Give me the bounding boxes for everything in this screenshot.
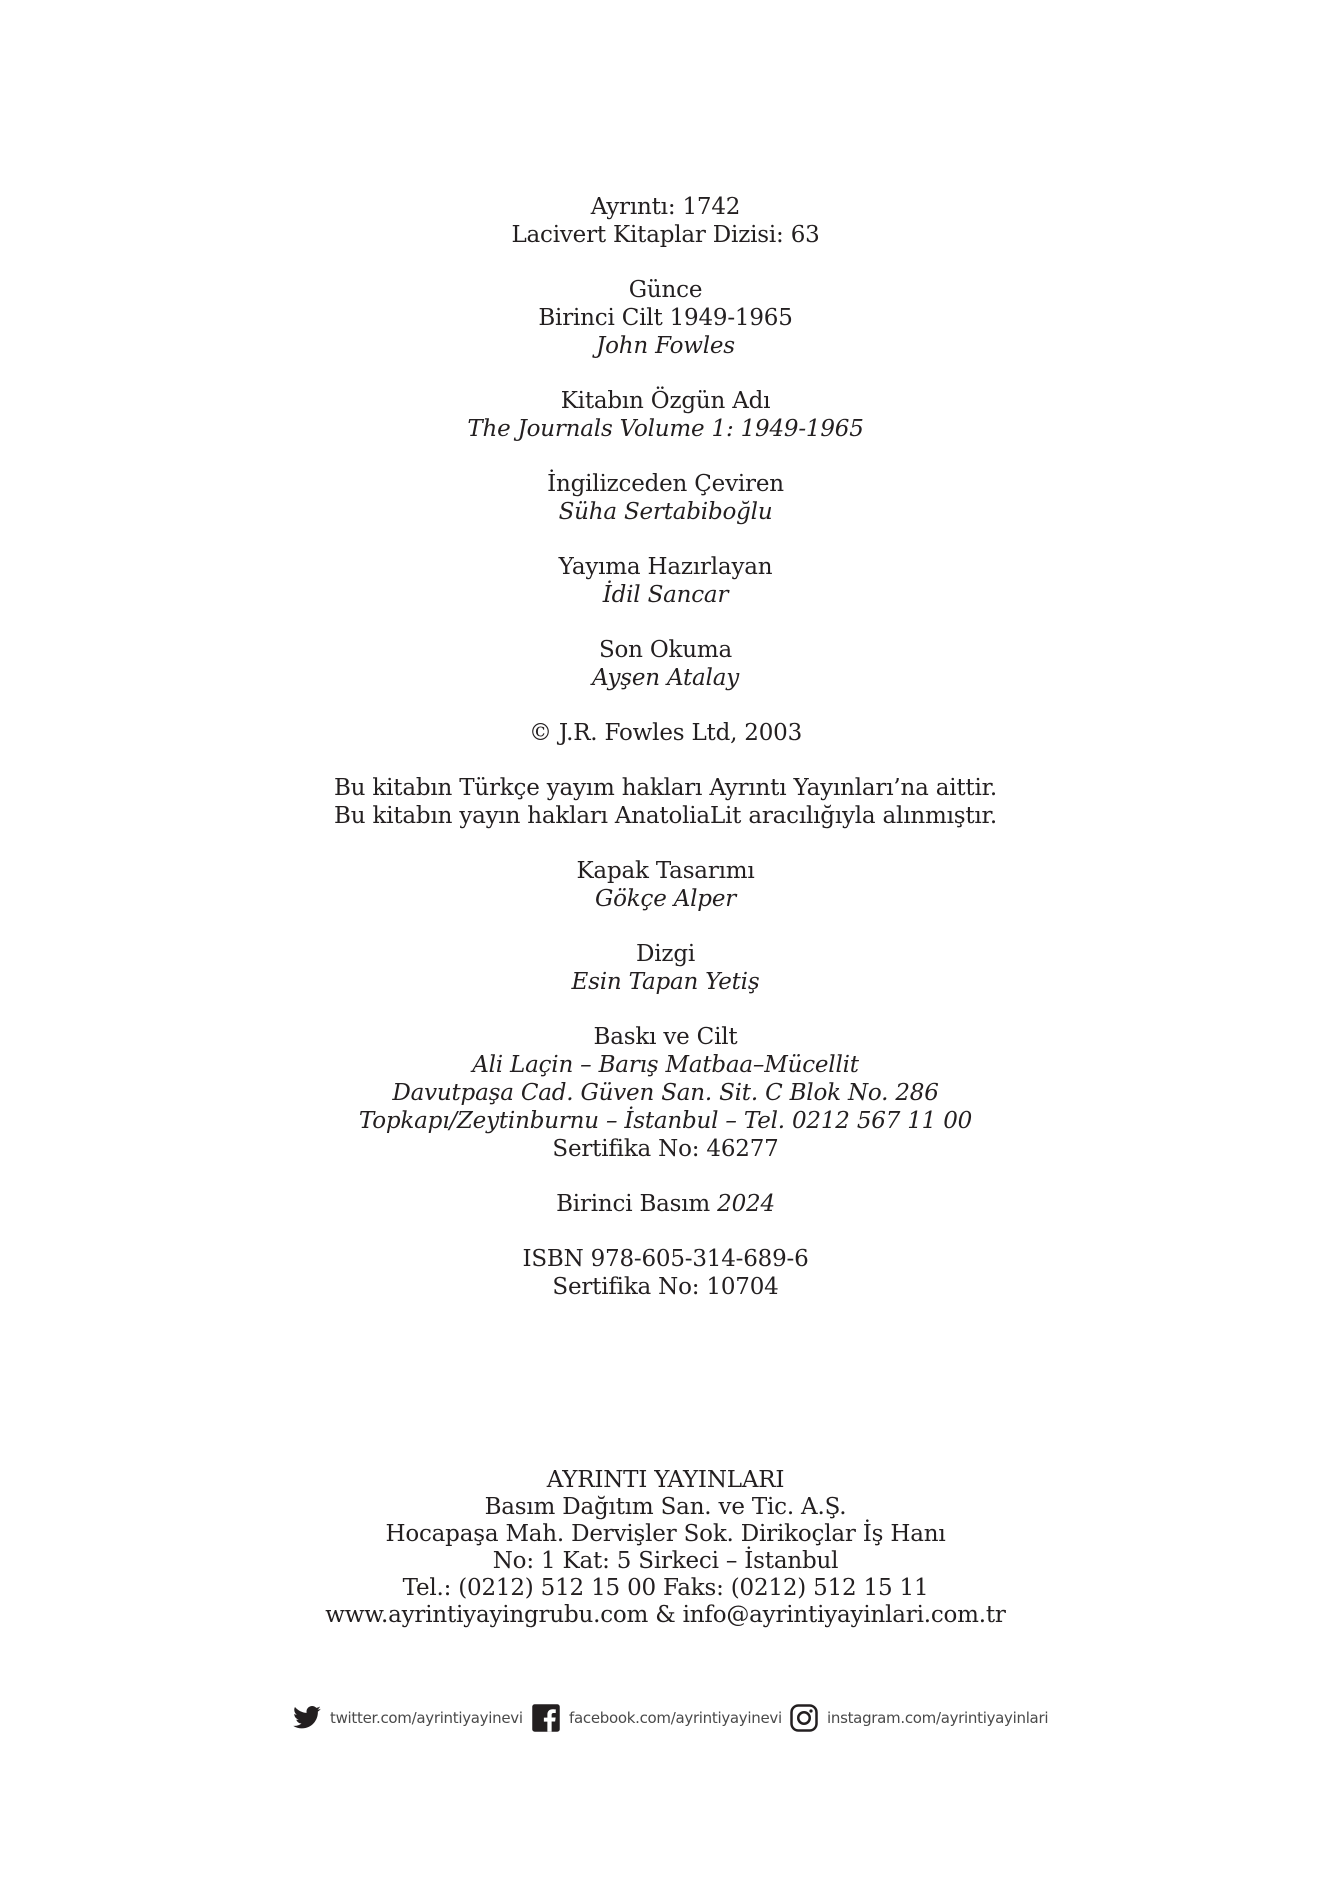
typesetting-block (0, 940, 1331, 996)
copyright-block (0, 719, 1331, 747)
printer-address-2: Topkapı/Zeytinburnu – İstanbul – Tel. 0212 567 11 00 (358, 1108, 973, 1134)
printing-block (0, 1023, 1331, 1163)
isbn: ISBN 978-605-314-689-6 (522, 1246, 809, 1272)
instagram-link[interactable] (789, 1698, 1048, 1738)
publisher-info (0, 1467, 1331, 1629)
copyright-notice: © J.R. Fowles Ltd, 2003 (528, 720, 803, 746)
cover-label: Kapak Tasarımı (576, 858, 755, 884)
edition-block (0, 1190, 1331, 1218)
original-title-block (0, 387, 1331, 443)
rights-line-2: Bu kitabın yayın hakları AnatoliaLit aracılığıyla alınmıştır. (334, 803, 997, 829)
publisher-address-1: Hocapaşa Mah. Dervişler Sok. Dirikoçlar İş Hanı (385, 1521, 946, 1547)
printer-address-1: Davutpaşa Cad. Güven San. Sit. C Blok No. 286 (392, 1080, 939, 1106)
original-title-label: Kitabın Özgün Adı (560, 388, 771, 414)
printer-name: Ali Laçin – Barış Matbaa–Mücellit (472, 1052, 859, 1078)
printing-label: Baskı ve Cilt (593, 1024, 738, 1050)
translator-block (0, 470, 1331, 526)
publisher-phone-fax: Tel.: (0212) 512 15 00 Faks: (0212) 512 15 11 (402, 1575, 929, 1601)
facebook-label: facebook.com/ayrintiyayinevi (569, 1709, 782, 1727)
series-name: Lacivert Kitaplar Dizisi: 63 (511, 222, 820, 248)
edition-label: Birinci Basım (556, 1191, 711, 1217)
twitter-icon (292, 1703, 322, 1733)
twitter-link[interactable] (292, 1698, 523, 1738)
proofreader-label: Son Okuma (598, 637, 733, 663)
publisher-certificate: Sertifika No: 10704 (552, 1274, 779, 1300)
publisher-web-email: www.ayrintiyayingrubu.com & info@ayrintiyayinlari.com.tr (325, 1602, 1006, 1628)
twitter-label: twitter.com/ayrintiyayinevi (330, 1709, 523, 1727)
translator-label: İngilizceden Çeviren (547, 471, 784, 497)
publisher-address-2: No: 1 Kat: 5 Sirkeci – İstanbul (492, 1548, 839, 1574)
proofreader-block (0, 636, 1331, 692)
instagram-label: instagram.com/ayrintiyayinlari (827, 1709, 1049, 1727)
colophon (0, 193, 1331, 1328)
editor-label: Yayıma Hazırlayan (558, 554, 773, 580)
publisher-name: AYRINTI YAYINLARI (546, 1467, 785, 1493)
publisher-company: Basım Dağıtım San. ve Tic. A.Ş. (484, 1494, 847, 1520)
editor-name: İdil Sancar (602, 582, 729, 608)
original-title: The Journals Volume 1: 1949-1965 (467, 416, 864, 442)
edition-year: 2024 (717, 1191, 775, 1217)
rights-block (0, 774, 1331, 830)
series-block (0, 193, 1331, 249)
facebook-icon (531, 1703, 561, 1733)
book-author: John Fowles (596, 333, 735, 359)
typesetter-name: Esin Tapan Yetiş (571, 969, 760, 995)
printer-certificate: Sertifika No: 46277 (552, 1136, 779, 1162)
facebook-link[interactable] (531, 1698, 782, 1738)
editor-block (0, 553, 1331, 609)
translator-name: Süha Sertabiboğlu (558, 499, 773, 525)
book-volume: Birinci Cilt 1949-1965 (538, 305, 793, 331)
cover-design-block (0, 857, 1331, 913)
book-title: Günce (628, 277, 703, 303)
series-number: Ayrıntı: 1742 (590, 194, 741, 220)
rights-line-1: Bu kitabın Türkçe yayım hakları Ayrıntı Yayınları’na aittir. (333, 775, 997, 801)
title-block (0, 276, 1331, 360)
social-links (0, 1698, 1331, 1738)
typesetting-label: Dizgi (636, 941, 695, 967)
isbn-block (0, 1245, 1331, 1301)
proofreader-name: Ayşen Atalay (591, 665, 740, 691)
cover-designer: Gökçe Alper (594, 886, 737, 912)
edition-line (0, 1190, 1331, 1218)
instagram-icon (789, 1703, 819, 1733)
